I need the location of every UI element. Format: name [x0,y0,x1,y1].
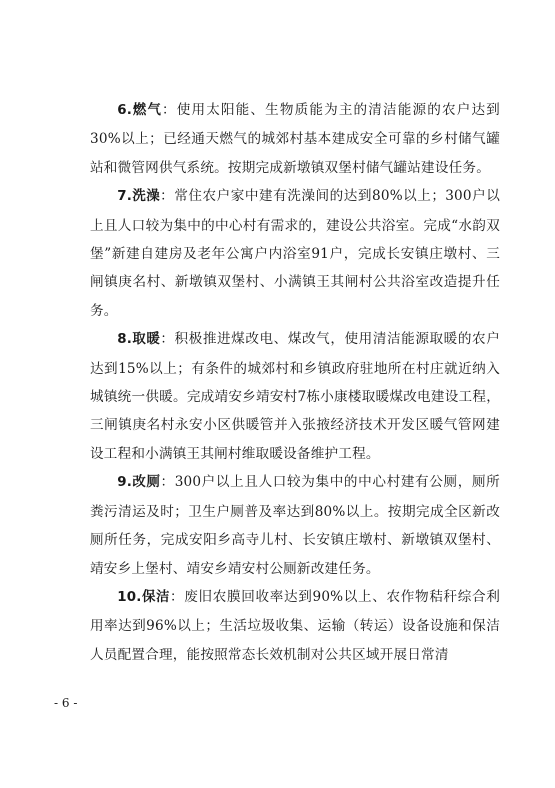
section-heating-heading: 8.取暖 [117,332,161,348]
section-bathing-heading: 7.洗澡 [117,189,161,205]
section-gas-text: ：使用太阳能、生物质能为主的清洁能源的农户达到30%以上；已经通天燃气的城郊村基本建成安全可靠的乡村储气罐站和微管网供气系统。按期完成新墩镇双堡村储气罐站建设任务。 [90,102,500,176]
section-toilet-text: ：300户以上且人口较为集中的中心村建有公厕，厕所粪污清运及时；卫生户厕普及率达到80%以上。按期完成全区新改厕所任务，完成安阳乡高寺儿村、长安镇庄墩村、新墩镇双堡村、靖安乡上堡村、靖安乡靖安村公厕新改建任务。 [90,474,500,577]
document-body [90,96,500,669]
section-toilet-heading: 9.改厕 [117,475,161,491]
section-heating-text: ：积极推进煤改电、煤改气，使用清洁能源取暖的农户达到15%以上；有条件的城郊村和乡镇政府驻地所在村庄就近纳入城镇统一供暖。完成靖安乡靖安村7栋小康楼取暖煤改电建设工程，三闸镇庚名村永安小区供暖管并入张掖经济技术开发区暖气管网建设工程和小满镇王其闸村维取暖设备维护工程。 [90,331,500,462]
page-number: - 6 - [54,696,78,710]
section-heating [90,325,500,468]
section-cleaning-text: ：废旧农膜回收率达到90%以上、农作物秸秆综合利用率达到96%以上；生活垃圾收集、运输（转运）设备设施和保洁人员配置合理，能按照常态长效机制对公共区域开展日常清 [90,588,500,663]
section-bathing [90,182,500,325]
section-gas [90,96,500,182]
section-gas-heading: 6.燃气 [117,103,162,118]
section-cleaning [90,583,500,669]
section-toilet [90,468,500,583]
section-cleaning-heading: 10.保洁 [117,589,171,605]
section-bathing-text: ：常住农户家中建有洗澡间的达到80%以上；300户以上且人口较为集中的中心村有需求的，建设公共浴室。完成“水韵双堡”新建自建房及老年公寓户内浴室91户，完成长安镇庄墩村、三闸镇庚名村、新墩镇双堡村、小满镇王其闸村公共浴室改造提升任务。 [90,188,500,319]
